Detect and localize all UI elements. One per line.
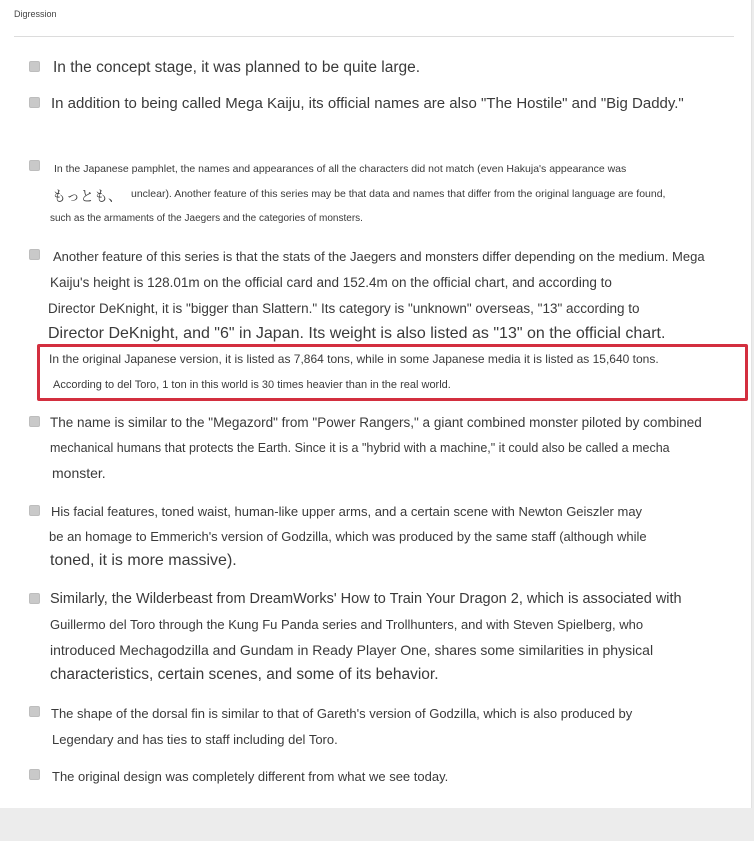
bullet-icon	[29, 160, 40, 171]
bullet-icon	[29, 593, 40, 604]
bullet-icon	[29, 505, 40, 516]
item-line: introduced Mechagodzilla and Gundam in Ready Player One, shares some similarities in physical	[50, 642, 654, 658]
item-line: Director DeKnight, it is "bigger than Slattern." Its category is "unknown" overseas, "13" according to	[48, 301, 640, 316]
item-line: Director DeKnight, and "6" in Japan. Its weight is also listed as "13" on the official chart.	[48, 325, 666, 342]
item-line: The shape of the dorsal fin is similar to that of Gareth's version of Godzilla, which is also produced by	[51, 706, 633, 721]
section-title: Digression	[14, 9, 57, 19]
bullet-icon	[29, 249, 40, 260]
bullet-icon	[29, 61, 40, 72]
item-line: The original design was completely different from what we see today.	[52, 769, 449, 784]
item-line: Guillermo del Toro through the Kung Fu Panda series and Trollhunters, and with Steven Spielberg, who	[50, 617, 644, 632]
item-line: Kaiju's height is 128.01m on the official card and 152.4m on the official chart, and according to	[50, 275, 612, 290]
bullet-icon	[29, 769, 40, 780]
item-line: In the concept stage, it was planned to be quite large.	[53, 59, 421, 76]
item-line: mechanical humans that protects the Earth. Since it is a "hybrid with a machine," it could also be called a mecha	[50, 441, 670, 455]
item-line: Another feature of this series is that the stats of the Jaegers and monsters differ depending on the medium. Mega	[53, 249, 705, 264]
item-line: toned, it is more massive).	[50, 552, 237, 569]
item-line: such as the armaments of the Jaegers and the categories of monsters.	[50, 213, 363, 224]
item-line: The name is similar to the "Megazord" from "Power Rangers," a giant combined monster piloted by combined	[50, 415, 702, 430]
bullet-icon	[29, 416, 40, 427]
highlight-annotation	[37, 344, 748, 401]
japanese-fragment: もっとも、	[52, 189, 122, 205]
item-line: characteristics, certain scenes, and some of its behavior.	[50, 666, 439, 683]
item-line: unclear). Another feature of this series may be that data and names that differ from the original language are found,	[131, 188, 666, 200]
item-line: His facial features, toned waist, human-like upper arms, and a certain scene with Newton Geiszler may	[51, 504, 643, 519]
item-line: In the Japanese pamphlet, the names and appearances of all the characters did not match (even Hakuja's appearance was	[54, 163, 627, 175]
item-line: Similarly, the Wilderbeast from DreamWorks' How to Train Your Dragon 2, which is associated with	[50, 591, 682, 607]
item-line: In the original Japanese version, it is listed as 7,864 tons, while in some Japanese media it is listed as 15,640 tons.	[49, 352, 659, 366]
header-divider	[14, 36, 734, 37]
item-line: Legendary and has ties to staff including del Toro.	[52, 732, 338, 747]
item-line: monster.	[52, 465, 106, 481]
item-line: In addition to being called Mega Kaiju, its official names are also "The Hostile" and "Big Daddy."	[51, 95, 684, 112]
item-line: According to del Toro, 1 ton in this world is 30 times heavier than in the real world.	[53, 379, 451, 391]
bullet-icon	[29, 706, 40, 717]
bullet-icon	[29, 97, 40, 108]
item-line: be an homage to Emmerich's version of Godzilla, which was produced by the same staff (although while	[49, 529, 647, 544]
page-footer-background	[0, 808, 754, 841]
